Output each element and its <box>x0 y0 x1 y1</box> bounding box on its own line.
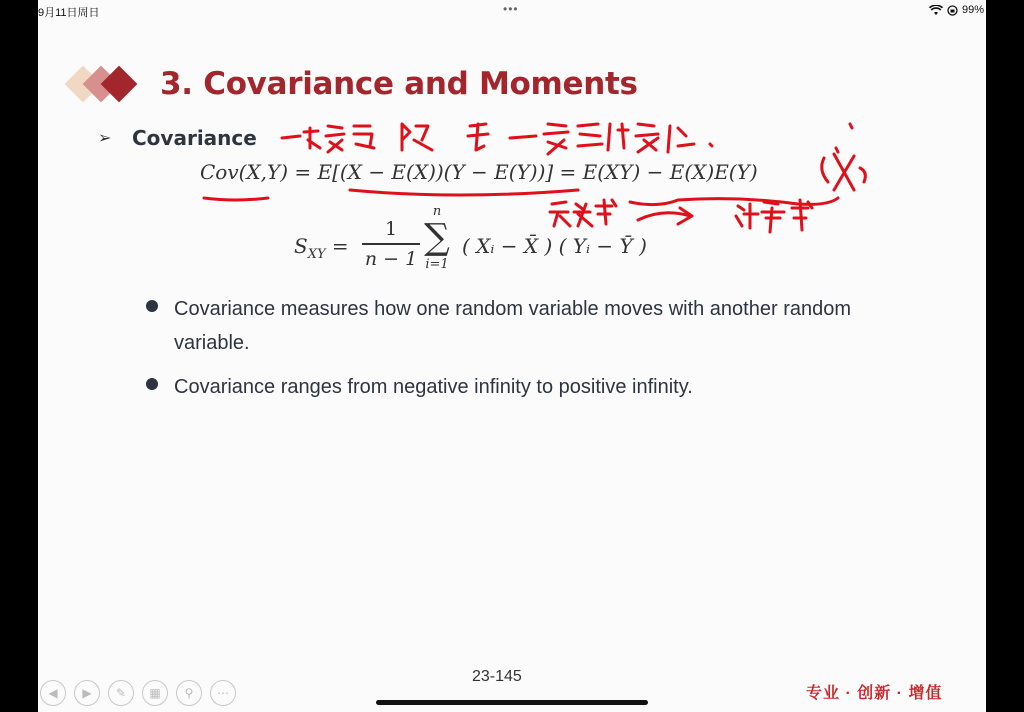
handwritten-stroke <box>834 154 854 190</box>
handwritten-stroke <box>544 124 568 154</box>
ipad-screen <box>38 0 986 712</box>
handwritten-stroke <box>836 148 838 152</box>
multitask-dots[interactable]: ••• <box>503 2 519 16</box>
handwritten-stroke <box>608 124 628 150</box>
handwritten-stroke <box>668 126 694 152</box>
pen-tool-icon[interactable]: ✎ <box>108 680 134 706</box>
zoom-icon[interactable]: ⚲ <box>176 680 202 706</box>
wifi-icon <box>929 5 943 16</box>
battery-percent: 99% <box>961 4 984 16</box>
list-item: Covariance measures how one random variable moves with another random variable. <box>146 292 886 360</box>
handwritten-stroke <box>636 124 658 152</box>
handwritten-stroke <box>402 124 432 150</box>
handwritten-stroke <box>578 124 602 146</box>
formula-lhs: $S_{XY}$ = <box>294 234 349 262</box>
handwritten-underline <box>204 198 268 200</box>
status-right <box>929 4 984 16</box>
handwritten-stroke <box>850 124 852 128</box>
handwritten-underline <box>630 198 838 205</box>
status-bar <box>38 0 986 22</box>
more-options-icon[interactable]: ⋯ <box>210 680 236 706</box>
bullet-dot-icon <box>146 378 158 390</box>
slide-nav-controls <box>40 680 236 706</box>
next-slide-button[interactable]: ▶ <box>74 680 100 706</box>
slides-grid-icon[interactable]: ▦ <box>142 680 168 706</box>
orientation-lock-icon <box>947 5 958 16</box>
heading-text: Covariance <box>132 126 257 150</box>
home-indicator[interactable] <box>376 700 648 705</box>
page-number: 23-145 <box>472 668 522 685</box>
brand-slogan: 专业 · 创新 · 增值 <box>806 685 943 702</box>
status-date: 9月11日周日 <box>38 7 100 19</box>
handwritten-stroke <box>326 126 344 152</box>
list-item: Covariance ranges from negative infinity to positive infinity. <box>146 370 886 404</box>
handwritten-stroke <box>860 168 865 182</box>
formula-fraction: 1 n − 1 <box>362 218 420 270</box>
covariance-heading <box>98 126 257 150</box>
slide-title-row <box>62 60 638 108</box>
handwritten-underline <box>350 190 578 195</box>
sample-covariance-formula <box>294 204 714 292</box>
title-diamonds-icon <box>62 60 142 108</box>
handwritten-stroke <box>736 204 758 228</box>
handwritten-stroke <box>468 124 488 150</box>
handwritten-stroke <box>304 128 320 148</box>
handwritten-stroke <box>822 158 828 182</box>
formula-terms: ( Xᵢ − X̄ ) ( Yᵢ − Ȳ ) <box>462 234 647 258</box>
handwritten-stroke <box>710 144 712 146</box>
summation-symbol: n ∑ i=1 <box>424 204 450 272</box>
handwritten-stroke <box>282 136 300 138</box>
handwritten-stroke <box>792 200 812 230</box>
handwritten-stroke <box>510 136 536 138</box>
handwritten-stroke <box>762 202 784 232</box>
bullet-dot-icon <box>146 300 158 312</box>
covariance-formula: Cov(X,Y) = E[(X − E(X))(Y − E(Y))] = E(XY) − E(X)E(Y) <box>200 160 758 184</box>
handwritten-stroke <box>354 126 374 148</box>
arrow-bullet-icon: ➢ <box>98 130 112 147</box>
prev-slide-button[interactable]: ◀ <box>40 680 66 706</box>
bullet-list <box>146 292 886 414</box>
slide-title: 3. Covariance and Moments <box>160 66 638 102</box>
